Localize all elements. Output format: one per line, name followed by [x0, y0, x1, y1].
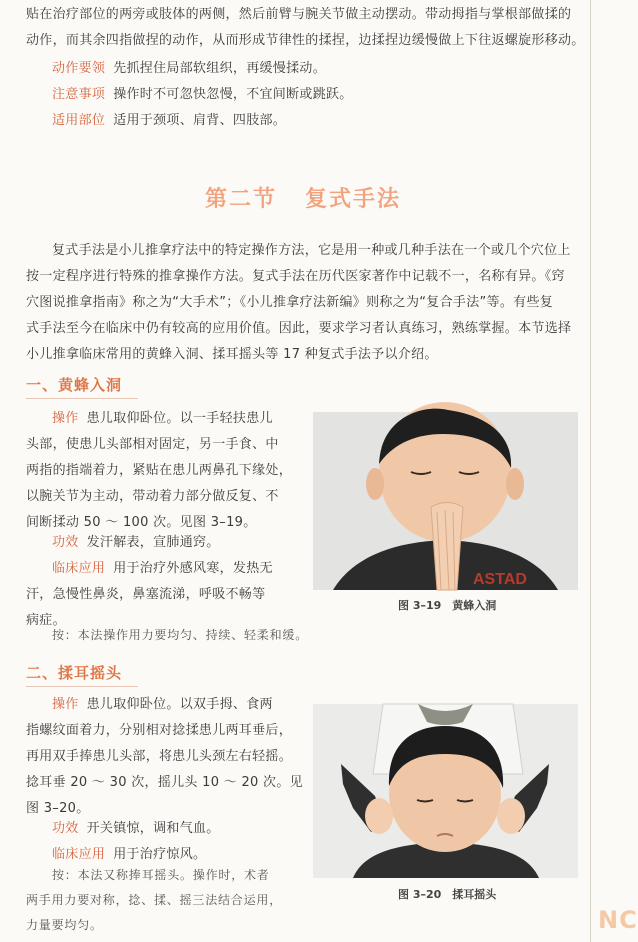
prop-label: 注意事项 [52, 87, 106, 102]
t1-note: 按：本法操作用力要均匀、持续、轻柔和缓。 [52, 628, 309, 642]
t1-op-line: 头部，使患儿头部相对固定，另一手食、中 [26, 437, 279, 452]
figure-3-20-caption: 图 3–20 揉耳摇头 [398, 888, 497, 901]
prop-row-cautions [52, 82, 353, 108]
heading-underline [26, 398, 138, 399]
prop-label: 适用部位 [52, 113, 106, 128]
corner-mark: NC [598, 906, 638, 934]
t2-op-line: 再用双手捧患儿头部，将患儿头颈左右轻摇。 [26, 749, 293, 764]
page-edge-rule [590, 0, 591, 942]
ear-rub-head-shake-illustration [313, 704, 578, 878]
section-intro-line: 式手法至今在临床中仍有较高的应用价值。因此，要求学习者认真练习，熟练掌握。本节选择 [26, 321, 572, 336]
prop-text: 先抓捏住局部软组织，再缓慢揉动。 [113, 61, 327, 76]
section-intro-line: 小儿推拿临床常用的黄蜂入洞、揉耳摇头等 17 种复式手法予以介绍。 [26, 347, 438, 362]
op-label: 操作 [52, 411, 79, 426]
t2-op-line: 图 3–20。 [26, 801, 90, 816]
t2-note-line: 力量要均匀。 [26, 918, 103, 932]
op-label: 操作 [52, 697, 79, 712]
clinic-text: 用于治疗外感风寒，发热无 [113, 561, 273, 576]
effect-label: 功效 [52, 821, 79, 836]
clinic-label: 临床应用 [52, 847, 106, 862]
section-number: 第二节 [205, 187, 278, 212]
figure-3-19-caption: 图 3–19 黄蜂入洞 [398, 599, 497, 612]
effect-label: 功效 [52, 535, 79, 550]
section-intro-line: 复式手法是小儿推拿疗法中的特定操作方法，它是用一种或几种手法在一个或几个穴位上 [52, 243, 571, 258]
t2-note-line: 按：本法又称捧耳摇头。操作时，术者 [52, 868, 270, 882]
intro-line-1: 贴在治疗部位的两旁或肢体的两侧，然后前臂与腕关节做主动摆动。带动拇指与掌根部做揉的 [26, 7, 572, 22]
t2-op-line: 指螺纹面着力，分别相对捻揉患儿两耳垂后， [26, 723, 293, 738]
heading-underline [26, 686, 138, 687]
figure-3-20-photo [313, 704, 578, 878]
t2-effect [52, 816, 220, 842]
prop-label: 动作要领 [52, 61, 106, 76]
t1-clinic-line-1 [52, 556, 273, 582]
t1-effect [52, 530, 220, 556]
t2-op-line: 捻耳垂 20 ～ 30 次，摇儿头 10 ～ 20 次。见 [26, 775, 303, 790]
t1-op-line: 以腕关节为主动，带动着力部分做反复、不 [26, 489, 279, 504]
clinic-text: 用于治疗惊风。 [113, 847, 207, 862]
effect-text: 发汗解表，宣肺通窍。 [86, 535, 220, 550]
prop-row-key-points [52, 56, 326, 82]
prop-row-applicable [52, 108, 286, 134]
t1-clinic-line: 汗，急慢性鼻炎，鼻塞流涕，呼吸不畅等 [26, 587, 266, 602]
section-title: 复式手法 [305, 187, 402, 212]
child-nose-massage-illustration [313, 412, 578, 590]
intro-line-2: 动作，而其余四指做捏的动作，从而形成节律性的揉捏，边揉捏边缓慢做上下往返螺旋形移动。 [26, 33, 585, 48]
figure-3-19-photo [313, 412, 578, 590]
section-intro-line: 按一定程序进行特殊的推拿操作方法。复式手法在历代医家著作中记载不一，名称有异。《窍 [26, 269, 565, 284]
t1-op-line-1 [52, 406, 273, 432]
t2-op-line-1 [52, 692, 273, 718]
t1-op-line: 两指的指端着力，紧贴在患儿两鼻孔下缘处， [26, 463, 293, 478]
t1-clinic-line: 病症。 [26, 613, 66, 628]
t1-op-line: 间断揉动 50 ～ 100 次。见图 3–19。 [26, 515, 257, 530]
section-intro-line: 穴图说推拿指南》称之为“大手术”；《小儿推拿疗法新编》则称之为“复合手法”等。有些复 [26, 295, 554, 310]
op-text: 患儿取仰卧位。以一手轻扶患儿 [86, 411, 273, 426]
t2-note-line: 两手用力要对称，捻、揉、摇三法结合运用， [26, 893, 283, 907]
section-heading [205, 182, 401, 213]
op-text: 患儿取仰卧位。以双手拇、食两 [86, 697, 273, 712]
technique-2-heading: 二、揉耳摇头 [26, 664, 123, 682]
technique-1-heading: 一、黄蜂入洞 [26, 376, 123, 394]
shirt-print: ASTAD [473, 571, 527, 588]
prop-text: 操作时不可忽快忽慢，不宜间断或跳跃。 [113, 87, 353, 102]
prop-text: 适用于颈项、肩背、四肢部。 [113, 113, 287, 128]
effect-text: 开关镇惊，调和气血。 [86, 821, 220, 836]
clinic-label: 临床应用 [52, 561, 106, 576]
